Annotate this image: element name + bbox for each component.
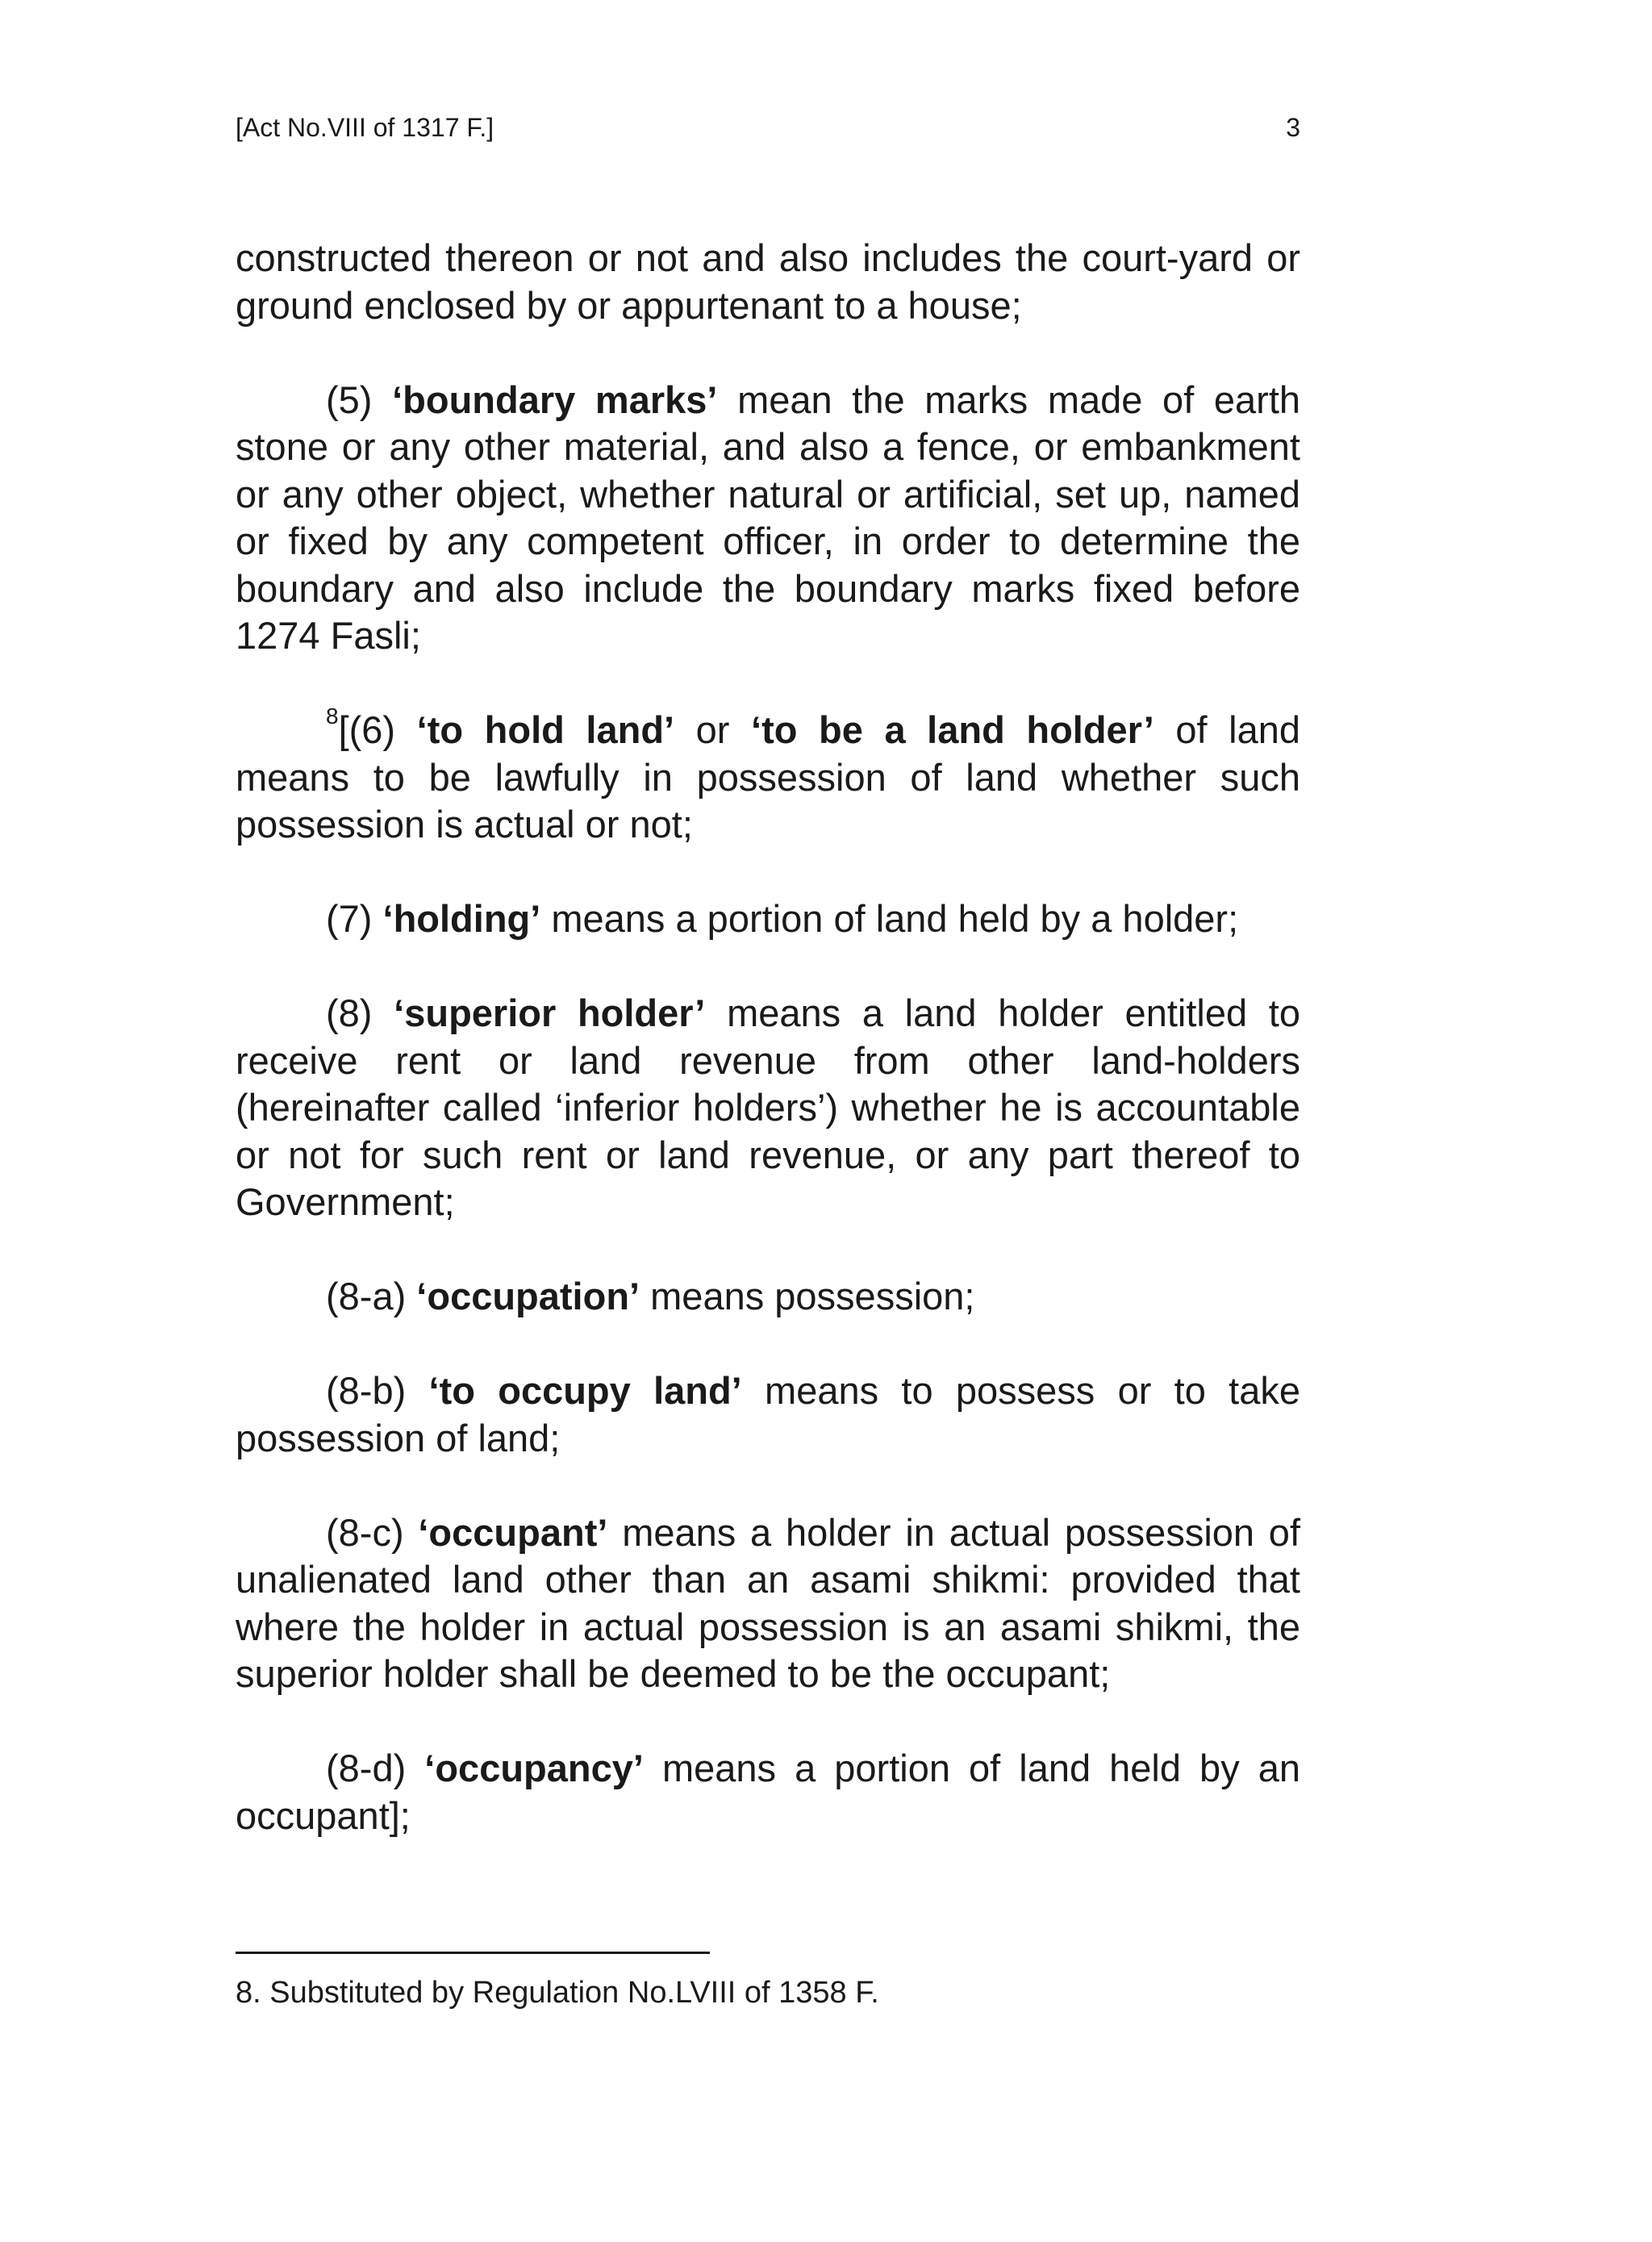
- definition-text: means to possess or to take possession of land;: [236, 1369, 1300, 1459]
- definition-text: of land means to be lawfully in possession of land whether such possession is actual or not;: [236, 708, 1300, 845]
- definition-8d: [236, 1745, 1300, 1839]
- body-text: [236, 235, 1300, 1887]
- definition-text: means a portion of land held by a holder;: [551, 897, 1239, 940]
- defined-term: ‘occupant’: [418, 1510, 608, 1554]
- definition-8: [236, 990, 1300, 1226]
- clause-number: (8): [326, 992, 373, 1034]
- act-reference: [Act No.VIII of 1317 F.]: [236, 113, 494, 142]
- connector-text: or: [695, 708, 730, 751]
- defined-term: ‘superior holder’: [394, 992, 706, 1034]
- defined-term: ‘to hold land’: [416, 708, 675, 751]
- definition-text: means possession;: [650, 1275, 975, 1317]
- footnote-reference: 8: [326, 703, 339, 729]
- page-number: 3: [1286, 113, 1300, 142]
- definition-text: means a portion of land held by an occupant];: [236, 1747, 1301, 1837]
- clause-number: (7): [326, 897, 373, 940]
- paragraph-continuation: [236, 235, 1300, 329]
- definition-5: [236, 377, 1300, 660]
- clause-number: (8-c): [326, 1510, 404, 1554]
- clause-number: (8-d): [326, 1747, 407, 1789]
- defined-term: ‘occupancy’: [424, 1747, 644, 1789]
- footnote-8: 8. Substituted by Regulation No.LVIII of 1358 F.: [236, 1976, 879, 2010]
- definition-8c: [236, 1509, 1300, 1698]
- defined-term: ‘occupation’: [416, 1275, 640, 1317]
- definition-7: [236, 896, 1300, 943]
- definition-text: mean the marks made of earth stone or any other material, and also a fence, or embankment or any other object, whether natural or artificial, set up, named or fixed by any competent officer, in order to determine the boundary and also include the boundary marks fixed before 1274 Fasli;: [236, 378, 1301, 657]
- definition-8b: [236, 1367, 1300, 1462]
- clause-number: (8-a): [326, 1275, 407, 1317]
- clause-number: (5): [326, 378, 373, 421]
- clause-number: [(6): [338, 708, 396, 751]
- defined-term-alt: ‘to be a land holder’: [751, 708, 1154, 751]
- definition-text: means a holder in actual possession of unalienated land other than an asami shikmi: provided that where the holder in actual possession is an asami shikmi, the superior holder shall be deemed to be the occupant;: [236, 1510, 1301, 1695]
- paragraph-text: constructed thereon or not and also includes the court-yard or ground enclosed by or appurtenant to a house;: [236, 236, 1300, 327]
- defined-term: ‘boundary marks’: [392, 378, 718, 421]
- definition-text: means a land holder entitled to receive rent or land revenue from other land-holders (hereinafter called ‘inferior holders’) whether he is accountable or not for such rent or land revenue, or any part thereof to Government;: [236, 992, 1301, 1223]
- definition-8a: [236, 1273, 1300, 1321]
- clause-number: (8-b): [326, 1369, 407, 1412]
- defined-term: ‘to occupy land’: [428, 1369, 742, 1412]
- defined-term: ‘holding’: [382, 897, 541, 940]
- definition-6: [236, 703, 1300, 849]
- footnote-divider: [236, 1952, 710, 1954]
